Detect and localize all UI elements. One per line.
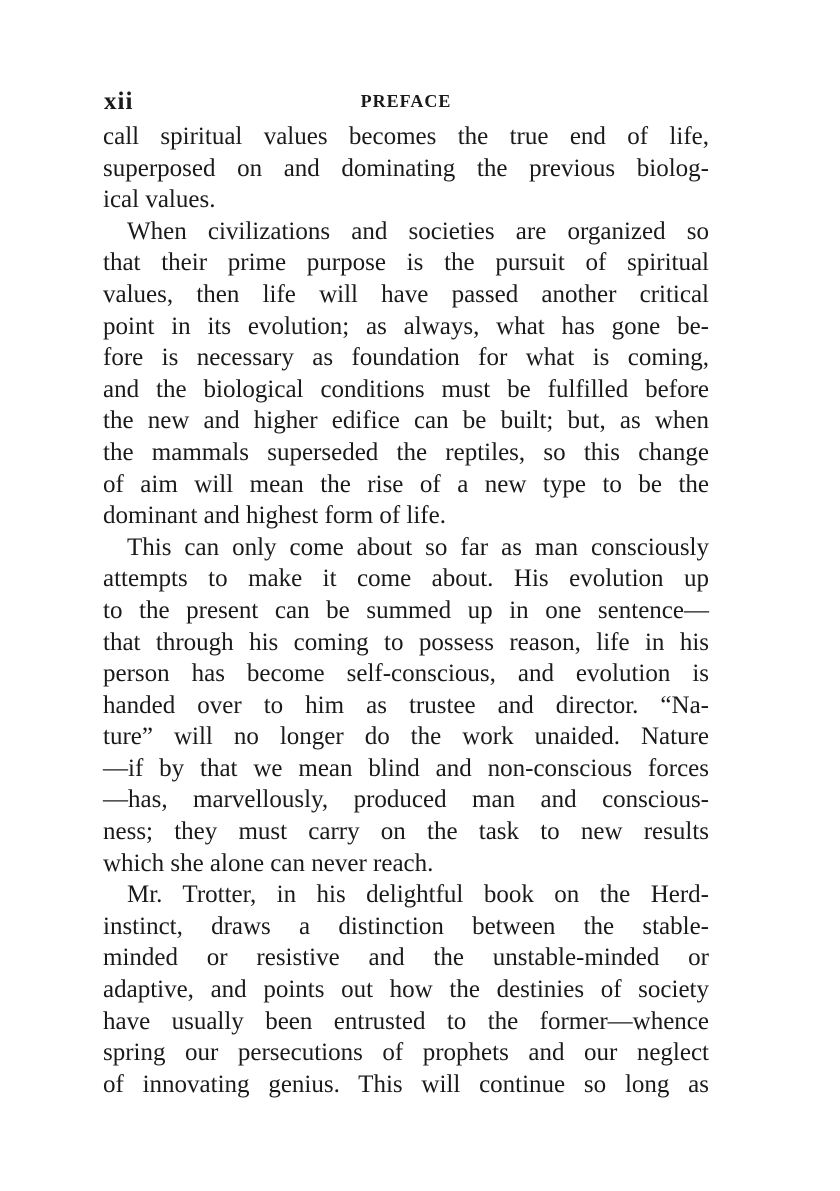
text-line: fore is necessary as foundation for what is coming, [103, 344, 709, 372]
text-line: ical values. [103, 186, 216, 214]
text-line: that through his coming to possess reason, life in his [103, 628, 709, 656]
text-line: call spiritual values becomes the true end of life, [103, 123, 709, 150]
text-line: ture” will no longer do the work unaided. Nature [103, 723, 709, 751]
text-line: spring our persecutions of prophets and our neglect [103, 1039, 709, 1067]
text-line: superposed on and dominating the previous biolog- [103, 154, 709, 182]
text-line: Mr. Trotter, in his delightful book on the Herd- [127, 881, 709, 909]
paragraph [103, 532, 709, 880]
text-line: person has become self-conscious, and evolution is [103, 660, 709, 688]
text-line: minded or resistive and the unstable-minded or [103, 944, 709, 972]
running-head: PREFACE [360, 91, 452, 111]
text-line: handed over to him as trustee and director. “Na- [103, 691, 709, 719]
text-line: dominant and highest form of life. [103, 502, 446, 530]
text-line: —if by that we mean blind and non-conscious forces [103, 754, 709, 782]
text-line: and the biological conditions must be fulfilled before [103, 375, 709, 403]
text-line: —has, marvellously, produced man and conscious- [103, 786, 709, 814]
text-line: attempts to make it come about. His evolution up [103, 565, 709, 593]
text-line: adaptive, and points out how the destinies of society [103, 976, 709, 1004]
text-line: When civilizations and societies are organized so [127, 217, 709, 245]
text-line: values, then life will have passed another critical [103, 280, 709, 308]
paragraph [103, 879, 709, 1100]
paragraph [103, 216, 709, 532]
text-line: have usually been entrusted to the former—whence [103, 1007, 709, 1035]
text-line: of aim will mean the rise of a new type to be the [103, 470, 709, 498]
page-header [104, 88, 708, 118]
text-line: point in its evolution; as always, what has gone be- [103, 312, 709, 340]
body-text [103, 121, 709, 1100]
text-line: to the present can be summed up in one sentence— [103, 596, 709, 624]
text-line: that their prime purpose is the pursuit of spiritual [103, 249, 709, 277]
text-line: ness; they must carry on the task to new results [103, 818, 709, 846]
text-line: This can only come about so far as man consciously [127, 533, 709, 561]
page-number: xii [104, 88, 134, 115]
text-line: of innovating genius. This will continue so long as [103, 1070, 709, 1098]
text-line: which she alone can never reach. [103, 849, 434, 877]
text-line: the new and higher edifice can be built; but, as when [103, 407, 709, 435]
text-line: instinct, draws a distinction between the stable- [103, 912, 709, 940]
paragraph [103, 121, 709, 216]
text-line: the mammals superseded the reptiles, so this change [103, 438, 709, 466]
